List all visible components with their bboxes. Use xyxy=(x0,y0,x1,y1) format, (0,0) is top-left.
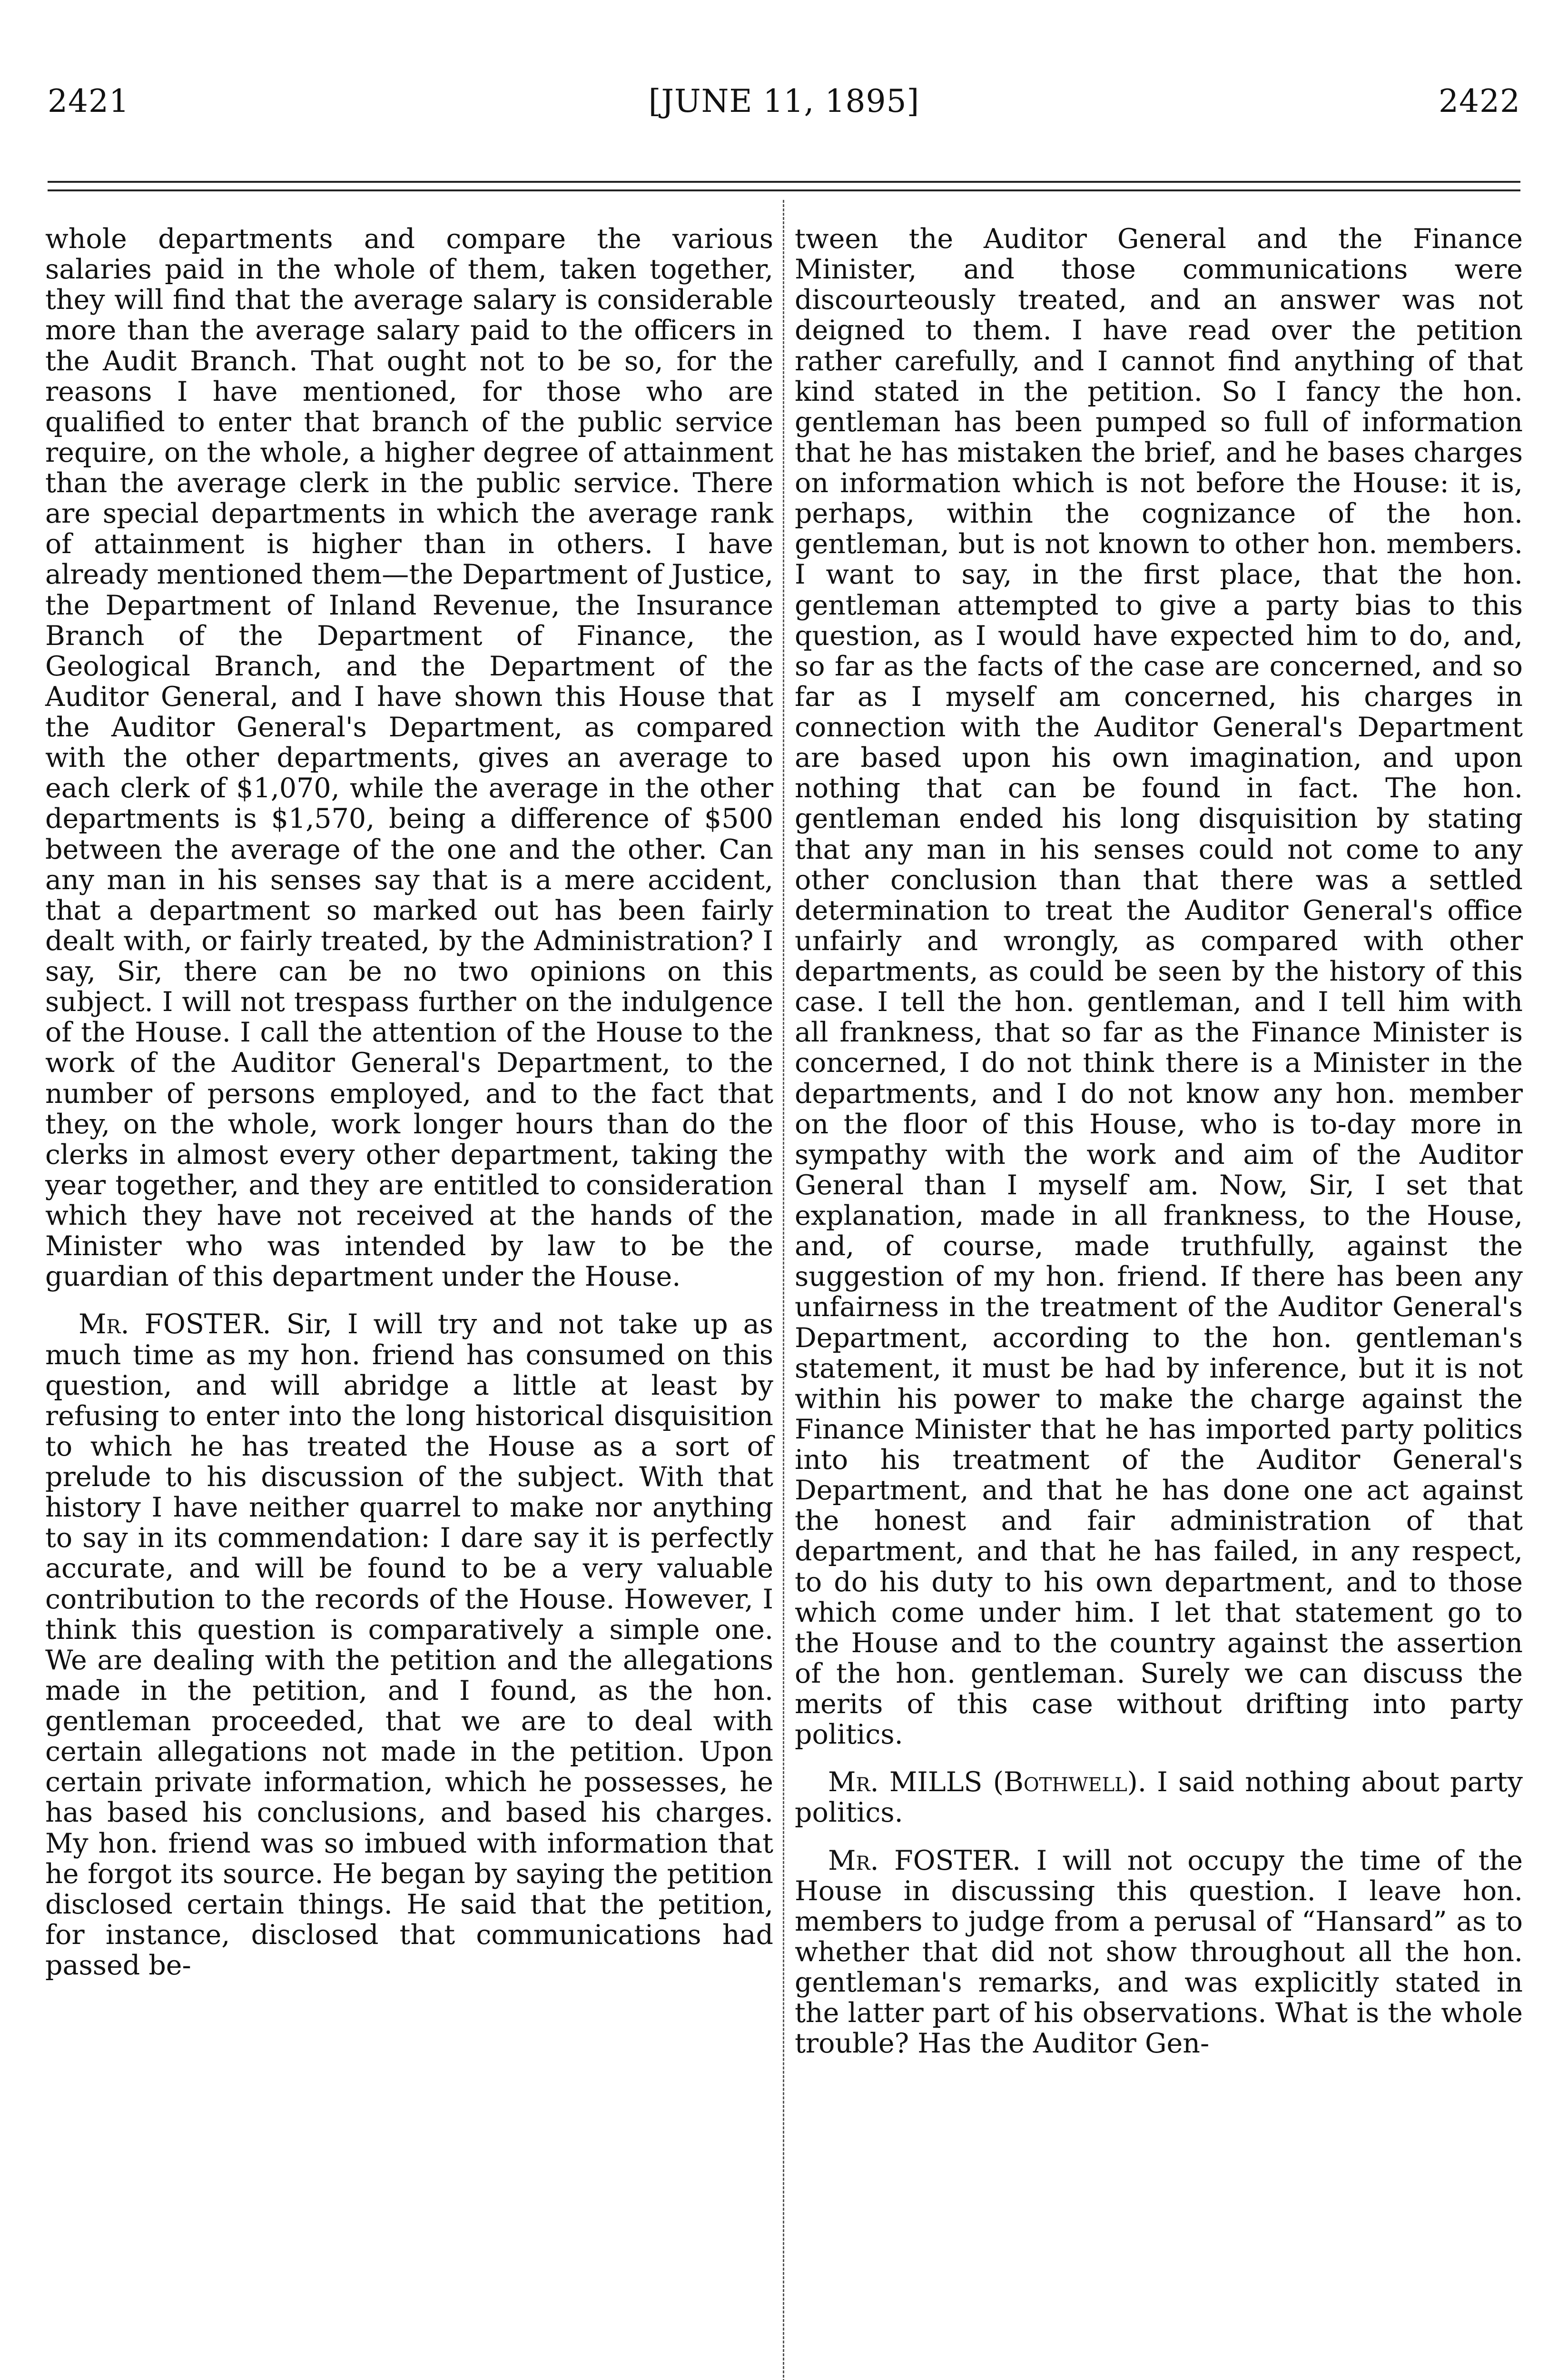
speech-text: I said nothing about party politics. xyxy=(795,1766,1523,1829)
page-header xyxy=(48,83,1520,133)
header-date: [JUNE 11, 1895] xyxy=(648,83,920,119)
speech-text: I will not occupy the time of the House in discussing this question. I leave hon. members to judge from a perusal of “Hansard” as to whether that did not show throughout all the hon. gentleman's remarks, and was explicitly stated in the latter part of his observations. What is the whole trouble? Has the Auditor Gen- xyxy=(795,1844,1523,2060)
speaker-name: Mr. FOSTER. xyxy=(828,1844,1021,1876)
header-rule-top xyxy=(48,181,1520,183)
page-number-right: 2422 xyxy=(1439,83,1520,119)
right-column xyxy=(795,224,1523,2059)
column-divider xyxy=(783,200,784,2380)
speech-text: Sir, I will try and not take up as much time as my hon. friend has consumed on this question, and will abridge a little at least by refusing to enter into the long historical disquisition to which he has treated the House as a sort of prelude to his discussion of the subject. With that history I have neither quarrel to make nor anything to say in its commendation: I dare say it is perfectly accurate, and will be found to be a very valuable contribution to the records of the House. However, I think this question is comparatively a simple one. We are dealing with the petition and the allegations made in the petition, and I found, as the hon. gentleman proceeded, that we are to deal with certain allegations not made in the petition. Upon certain private information, which he possesses, he has based his conclusions, and based his charges. My hon. friend was so imbued with information that he forgot its source. He began by saying the petition disclosed certain things. He said that the petition, for instance, disclosed that communications had passed be- xyxy=(45,1309,773,1981)
left-column xyxy=(45,224,773,1981)
speaker-name: Mr. MILLS (Bothwell). xyxy=(828,1766,1146,1798)
speaker-name: Mr. FOSTER. xyxy=(79,1309,271,1340)
right-paragraph-2 xyxy=(795,1767,1523,1828)
page-number-left: 2421 xyxy=(48,83,129,119)
header-rule-bottom xyxy=(48,189,1520,191)
right-paragraph-3 xyxy=(795,1845,1523,2059)
left-paragraph-1: whole departments and compare the various salaries paid in the whole of them, taken together, they will find that the average salary is considerable more than the average salary paid to the officers in the Audit Branch. That ought not to be so, for the reasons I have mentioned, for those who are qualified to enter that branch of the public service require, on the whole, a higher degree of attainment than the average clerk in the public service. There are special departments in which the average rank of attainment is higher than in others. I have already mentioned them—the Department of Justice, the Department of Inland Revenue, the Insurance Branch of the Department of Finance, the Geological Branch, and the Department of the Auditor General, and I have shown this House that the Auditor General's Department, as compared with the other departments, gives an average to each clerk of $1,070, while the average in the other departments is $1,570, being a difference of $500 between the average of the one and the other. Can any man in his senses say that is a mere accident, that a department so marked out has been fairly dealt with, or fairly treated, by the Administration? I say, Sir, there can be no two opinions on this subject. I will not trespass further on the indulgence of the House. I call the attention of the House to the work of the Auditor General's Department, to the number of persons employed, and to the fact that they, on the whole, work longer hours than do the clerks in almost every other department, taking the year together, and they are entitled to consideration which they have not received at the hands of the Minister who was intended by law to be the guardian of this department under the House. xyxy=(45,223,773,1293)
left-paragraph-2 xyxy=(45,1309,773,1981)
right-paragraph-1: tween the Auditor General and the Finance Minister, and those communications were discourteously treated, and an answer was not deigned to them. I have read over the petition rather carefully, and I cannot find anything of that kind stated in the petition. So I fancy the hon. gentleman has been pumped so full of information that he has mistaken the brief, and he bases charges on information which is not before the House: it is, perhaps, within the cognizance of the hon. gentleman, but is not known to other hon. members. I want to say, in the first place, that the hon. gentleman attempted to give a party bias to this question, as I would have expected him to do, and, so far as the facts of the case are concerned, and so far as I myself am concerned, his charges in connection with the Auditor General's Department are based upon his own imagination, and upon nothing that can be found in fact. The hon. gentleman ended his long disquisition by stating that any man in his senses could not come to any other conclusion than that there was a settled determination to treat the Auditor General's office unfairly and wrongly, as compared with other departments, as could be seen by the history of this case. I tell the hon. gentleman, and I tell him with all frankness, that so far as the Finance Minister is concerned, I do not think there is a Minister in the departments, and I do not know any hon. member on the floor of this House, who is to-day more in sympathy with the work and aim of the Auditor General than I myself am. Now, Sir, I set that explanation, made in all frankness, to the House, and, of course, made truthfully, against the suggestion of my hon. friend. If there has been any unfairness in the treatment of the Auditor General's Department, according to the hon. gentleman's statement, it must be had by inference, but it is not within his power to make the charge against the Finance Minister that he has imported party politics into his treatment of the Auditor General's Department, and that he has done one act against the honest and fair administration of that department, and that he has failed, in any respect, to do his duty to his own department, and to those which come under him. I let that statement go to the House and to the country against the assertion of the hon. gentleman. Surely we can discuss the merits of this case without drifting into party politics. xyxy=(795,223,1523,1751)
